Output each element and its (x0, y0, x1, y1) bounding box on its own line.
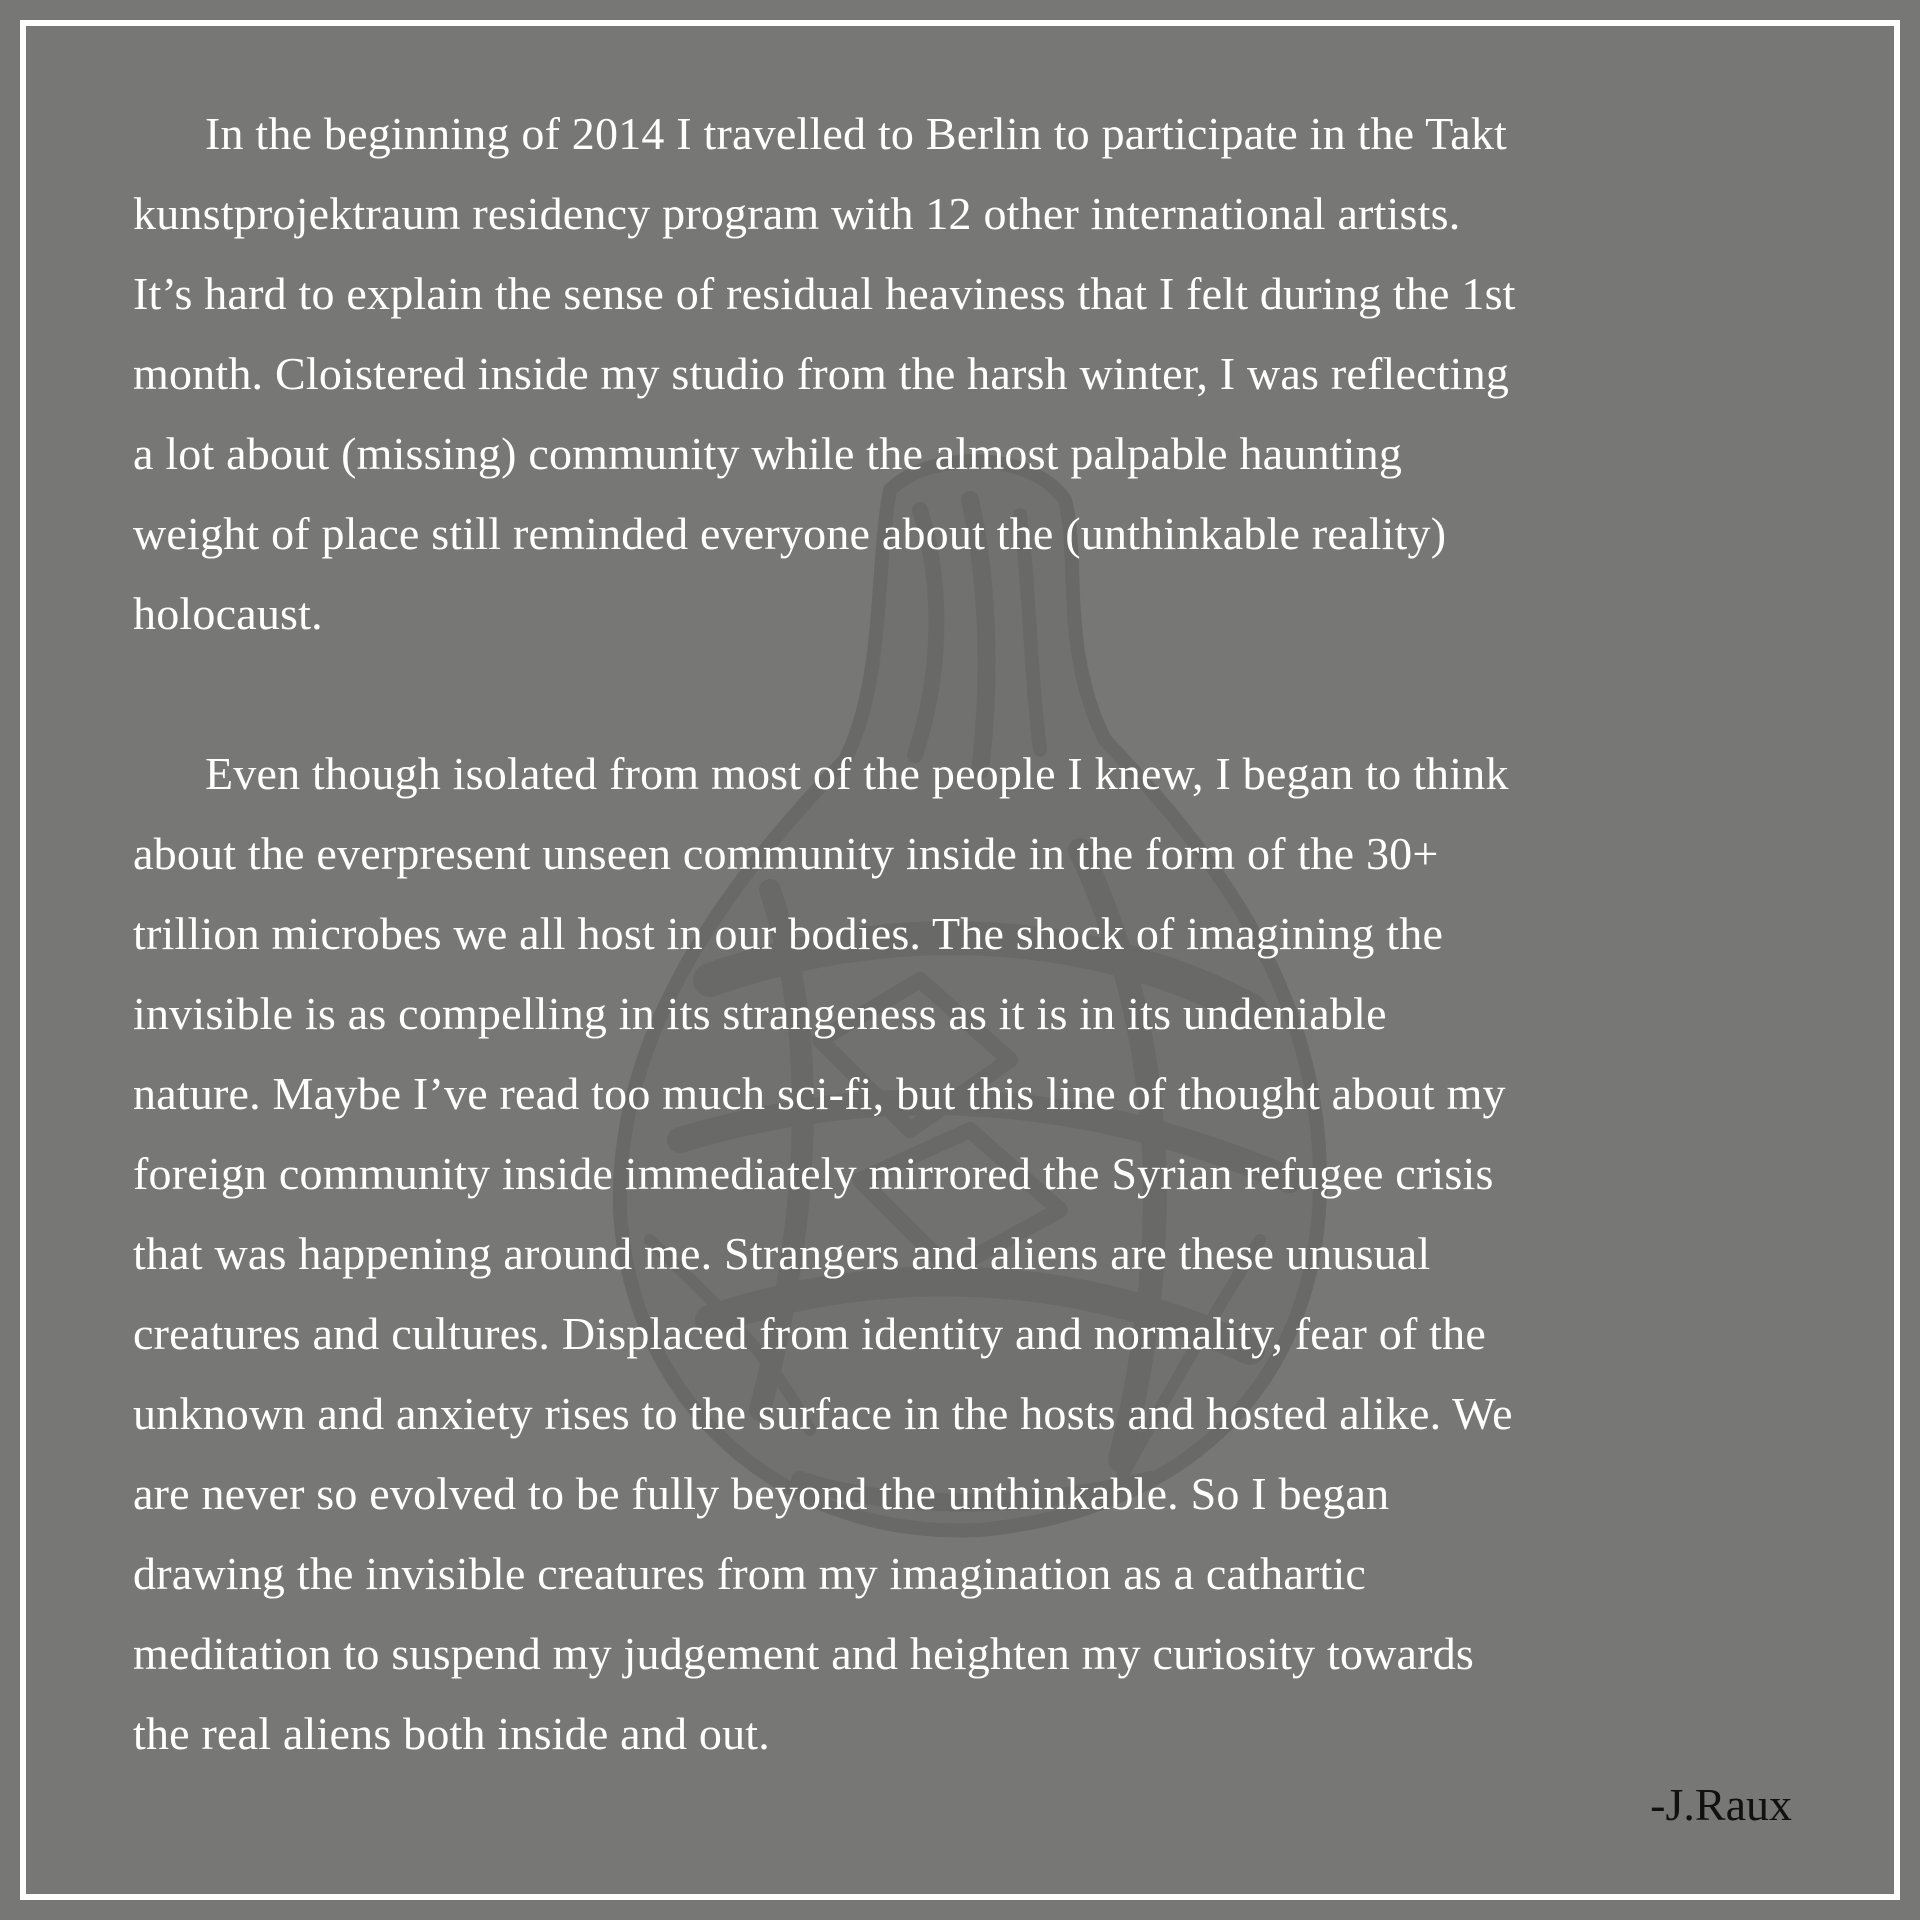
paragraph-2-line: meditation to suspend my judgement and heighten my curiosity towards (133, 1628, 1474, 1679)
artist-statement (133, 94, 1813, 1774)
paragraph-spacer (133, 654, 1813, 734)
paragraph-1-line: In the beginning of 2014 I travelled to Berlin to participate in the Takt (205, 108, 1508, 159)
paragraph-1-line: kunstprojektraum residency program with 12 other international artists. (133, 188, 1461, 239)
paragraph-2-line: nature. Maybe I’ve read too much sci-fi, but this line of thought about my (133, 1068, 1506, 1119)
paragraph-1-line: weight of place still reminded everyone about the (unthinkable reality) (133, 508, 1447, 559)
paragraph-2-line: Even though isolated from most of the people I knew, I began to think (205, 748, 1509, 799)
paragraph-2-line: are never so evolved to be fully beyond the unthinkable. So I began (133, 1468, 1390, 1519)
paragraph-1-line: a lot about (missing) community while the almost palpable haunting (133, 428, 1403, 479)
paragraph-2-line: that was happening around me. Strangers and aliens are these unusual (133, 1228, 1431, 1279)
paragraph-2-line: creatures and cultures. Displaced from identity and normality, fear of the (133, 1308, 1486, 1359)
paragraph-1-line: month. Cloistered inside my studio from the harsh winter, I was reflecting (133, 348, 1510, 399)
paragraph-2-line: unknown and anxiety rises to the surface in the hosts and hosted alike. We (133, 1388, 1513, 1439)
paragraph-2-line: drawing the invisible creatures from my imagination as a cathartic (133, 1548, 1367, 1599)
paragraph-1-line: holocaust. (133, 588, 323, 639)
paragraph-2-line: about the everpresent unseen community inside in the form of the 30+ (133, 828, 1439, 879)
paragraph-2-line: trillion microbes we all host in our bodies. The shock of imagining the (133, 908, 1444, 959)
paragraph-2-line: the real aliens both inside and out. (133, 1708, 770, 1759)
paragraph-1-line: It’s hard to explain the sense of residual heaviness that I felt during the 1st (133, 268, 1516, 319)
paragraph-2-line: foreign community inside immediately mirrored the Syrian refugee crisis (133, 1148, 1494, 1199)
paragraph-2-line: invisible is as compelling in its strangeness as it is in its undeniable (133, 988, 1387, 1039)
signature: -J.Raux (1650, 1779, 1792, 1830)
